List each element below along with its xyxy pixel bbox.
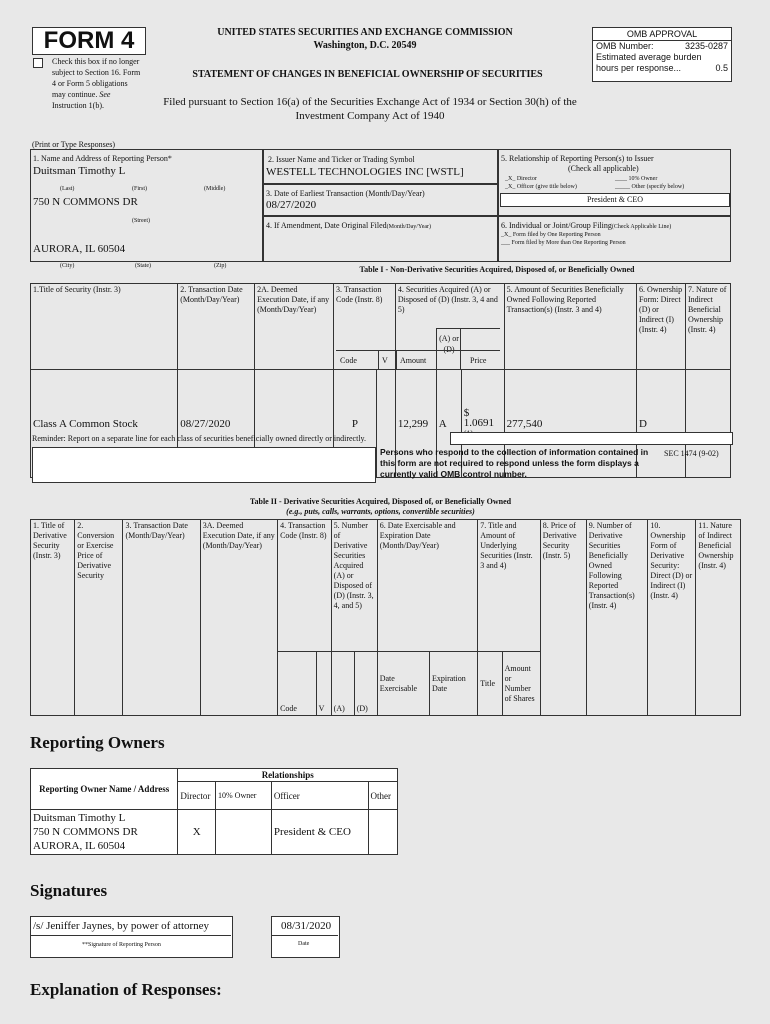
t1-div-top — [436, 328, 500, 329]
box3-label: 3. Date of Earliest Transaction (Month/Day/Year) — [266, 189, 425, 198]
t2-col4-header: 4. Transaction Code (Instr. 8) — [278, 520, 332, 652]
street-label: (Street) — [132, 218, 150, 224]
reporting-person-name: Duitsman Timothy L — [33, 165, 126, 177]
ro-other-header: Other — [368, 782, 398, 810]
sec-code: SEC 1474 (9-02) — [664, 449, 719, 458]
t2-v-header: V — [316, 652, 331, 716]
ro-director-value: X — [178, 810, 216, 855]
t1-code-header: Code — [340, 356, 357, 365]
one-person-option: _X_ Form filed by One Reporting Person — [501, 232, 601, 238]
street-value: 750 N COMMONS DR — [33, 196, 138, 208]
t1-price-sign: $ — [463, 407, 470, 419]
sig-divider — [30, 935, 231, 936]
t2-col1-header: 1. Title of Derivative Security (Instr. 3) — [31, 520, 75, 716]
other-check: _____ Other (specify below) — [615, 184, 685, 190]
box6-label: 6. Individual or Joint/Group Filing(Check Applicable Line) — [501, 221, 672, 230]
table1-title: Table I - Non-Derivative Securities Acquired, Disposed of, or Beneficially Owned — [359, 265, 635, 274]
officer-check: _X_ Officer (give title below) — [505, 184, 577, 190]
last-label: (Last) — [60, 186, 75, 192]
omb-number-label: OMB Number: — [596, 41, 654, 51]
print-type: (Print or Type Responses) — [32, 140, 116, 149]
issuer-name: WESTELL TECHNOLOGIES INC [WSTL] — [266, 166, 464, 178]
persons-notice: Persons who respond to the collection of information contained in this form are not required to respond unless the form displays a currently valid OMB control number. — [380, 447, 649, 479]
t1-div-aord — [436, 328, 437, 369]
box1-label: 1. Name and Address of Reporting Person* — [33, 154, 172, 163]
t1-col2a-header: 2A. Deemed Execution Date, if any (Month/Day/Year) — [255, 284, 334, 370]
t2-col7-header: 7. Title and Amount of Underlying Securities (Instr. 3 and 4) — [478, 520, 541, 652]
signature-label: **Signature of Reporting Person — [82, 942, 161, 948]
reporting-owners-table — [30, 768, 398, 855]
ro-relationships-header: Relationships — [178, 769, 398, 782]
derivative-table — [30, 519, 741, 716]
ro-owner-city: AURORA, IL 60504 — [33, 840, 126, 852]
ro-officer-value: President & CEO — [271, 810, 368, 855]
omb-approval-box — [592, 27, 732, 82]
t2-title-header: Title — [478, 652, 502, 716]
ro-officer-header: Officer — [271, 782, 368, 810]
reminder-text: Reminder: Report on a separate line for each class of securities beneficially owned directly or indirectly. — [32, 434, 367, 443]
t2-amount-header: Amount or Number of Shares — [502, 652, 540, 716]
omb-hours: 0.5 — [715, 63, 728, 73]
t1-div-price — [460, 328, 461, 369]
owner10-check: ____ 10% Owner — [615, 176, 658, 182]
t1-transaction-date: 08/27/2020 — [178, 370, 255, 478]
t2-col6-header: 6. Date Exercisable and Expiration Date (Month/Day/Year) — [377, 520, 478, 652]
t1-col1-header: 1.Title of Security (Instr. 3) — [31, 284, 178, 370]
agency-name: UNITED STATES SECURITIES AND EXCHANGE COMMISSION — [217, 27, 513, 38]
t1-code: P — [334, 370, 377, 478]
ro-owner-street: 750 N COMMONS DR — [33, 826, 138, 838]
city-label: (City) — [60, 263, 75, 269]
zip-label: (Zip) — [214, 263, 227, 269]
box2-label: 2. Issuer Name and Ticker or Trading Symbol — [268, 155, 415, 164]
t1-aord-header: (A) or (D) — [439, 334, 459, 354]
state-label: (State) — [135, 263, 151, 269]
director-check: _X_ Director — [505, 176, 537, 182]
signatures-heading: Signatures — [30, 881, 108, 900]
t1-col7-header: 7. Nature of Indirect Beneficial Ownership (Instr. 4) — [685, 284, 730, 370]
checkbox-label: Check this box if no longer subject to Section 16. Form 4 or Form 5 obligations may continue. See Instruction 1(b). — [52, 57, 141, 110]
t1-col5-header: 5. Amount of Securities Beneficially Owned Following Reported Transaction(s) (Instr. 3 and 4) — [504, 284, 636, 370]
t1-v-header: V — [382, 356, 388, 365]
more-person-option: ___ Form filed by More than One Reporting Person — [501, 240, 626, 246]
t2-col11-header: 11. Nature of Indirect Beneficial Ownership (Instr. 4) — [696, 520, 741, 716]
statement-title: STATEMENT OF CHANGES IN BENEFICIAL OWNERSHIP OF SECURITIES — [192, 69, 543, 80]
date-divider — [271, 935, 338, 936]
t1-col6-header: 6. Ownership Form: Direct (D) or Indirect (I) (Instr. 4) — [637, 284, 686, 370]
ro-director-header: Director — [178, 782, 216, 810]
t2-col9-header: 9. Number of Derivative Securities Beneficially Owned Following Reported Transaction(s) (Instr. 4) — [586, 520, 648, 716]
omb-burden-label: Estimated average burden — [596, 52, 702, 62]
t2-exp-header: Expiration Date — [429, 652, 477, 716]
ro-other-value — [368, 810, 398, 855]
t2-col10-header: 10. Ownership Form of Derivative Security: Direct (D) or Indirect (I) (Instr. 4) — [648, 520, 696, 716]
t1-nature — [685, 370, 730, 478]
t1-col2-header: 2. Transaction Date (Month/Day/Year) — [178, 284, 255, 370]
omb-title: OMB APPROVAL — [593, 28, 731, 41]
box5-label: 5. Relationship of Reporting Person(s) to Issuer — [501, 154, 654, 163]
t2-d-header: (D) — [354, 652, 377, 716]
t1-sub-divider — [336, 350, 500, 351]
t2-date-ex-header: Date Exercisable — [377, 652, 429, 716]
table2-title: Table II - Derivative Securities Acquired, Disposed of, or Beneficially Owned — [249, 497, 512, 506]
t2-col5-header: 5. Number of Derivative Securities Acquired (A) or Disposed of (D) (Instr. 3, 4, and 5) — [331, 520, 377, 652]
ro-owner-address — [31, 810, 178, 855]
reporting-owners-heading: Reporting Owners — [30, 733, 165, 752]
form-title: FORM 4 — [32, 27, 146, 55]
first-label: (First) — [132, 186, 147, 192]
t1-owned: 277,540 — [504, 370, 636, 478]
t1-security-title: Class A Common Stock — [31, 370, 178, 478]
t2-col2-header: 2. Conversion or Exercise Price of Derivative Security — [75, 520, 123, 716]
reminder-field — [450, 432, 733, 445]
ro-owner10-header: 10% Owner — [216, 782, 272, 810]
t1-amount: 12,299 — [395, 370, 436, 478]
blank-box — [32, 447, 376, 483]
t1-amount-header: Amount — [400, 356, 427, 365]
box5-sub: (Check all applicable) — [568, 164, 639, 173]
ro-owner-name: Duitsman Timothy L — [33, 812, 126, 824]
t1-form: D — [637, 370, 686, 478]
middle-label: (Middle) — [204, 186, 226, 192]
explanation-heading: Explanation of Responses: — [30, 980, 222, 999]
agency-city: Washington, D.C. 20549 — [313, 40, 417, 51]
signature-value: /s/ Jeniffer Jaynes, by power of attorney — [33, 920, 210, 932]
no-longer-subject-checkbox[interactable] — [33, 58, 43, 68]
t1-a-or-d: A — [436, 370, 461, 478]
ro-name-header: Reporting Owner Name / Address — [31, 769, 178, 810]
omb-hours-label: hours per response... — [596, 63, 682, 73]
t1-col3-header: 3. Transaction Code (Instr. 8) — [334, 284, 396, 370]
t1-div-amt — [396, 350, 397, 369]
table2-subtitle: (e.g., puts, calls, warrants, options, convertible securities) — [286, 507, 475, 516]
t2-a-header: (A) — [331, 652, 354, 716]
filed-pursuant: Filed pursuant to Section 16(a) of the Securities Exchange Act of 1934 or Section 30(h) of the Investment Company Act of 1940 — [163, 96, 577, 122]
signature-date: 08/31/2020 — [281, 920, 332, 932]
t2-col3a-header: 3A. Deemed Execution Date, if any (Month/Day/Year) — [200, 520, 277, 716]
officer-title: President & CEO — [500, 193, 730, 207]
city-value: AURORA, IL 60504 — [33, 243, 126, 255]
box4-label: 4. If Amendment, Date Original Filed(Month/Day/Year) — [266, 221, 432, 230]
t2-col8-header: 8. Price of Derivative Security (Instr. 5) — [540, 520, 586, 716]
ro-owner10-value — [216, 810, 272, 855]
t2-code-header: Code — [278, 652, 317, 716]
t1-price-value: 1.0691 — [463, 417, 494, 429]
omb-number: 3235-0287 — [684, 41, 728, 51]
date-label: Date — [298, 941, 310, 947]
t2-col3-header: 3. Transaction Date (Month/Day/Year) — [123, 520, 200, 716]
t1-price-header: Price — [470, 356, 487, 365]
t1-div-v — [378, 350, 379, 369]
t1-col4-header: 4. Securities Acquired (A) or Disposed of (D) (Instr. 3, 4 and 5) — [395, 284, 504, 370]
earliest-transaction-date: 08/27/2020 — [266, 199, 317, 211]
